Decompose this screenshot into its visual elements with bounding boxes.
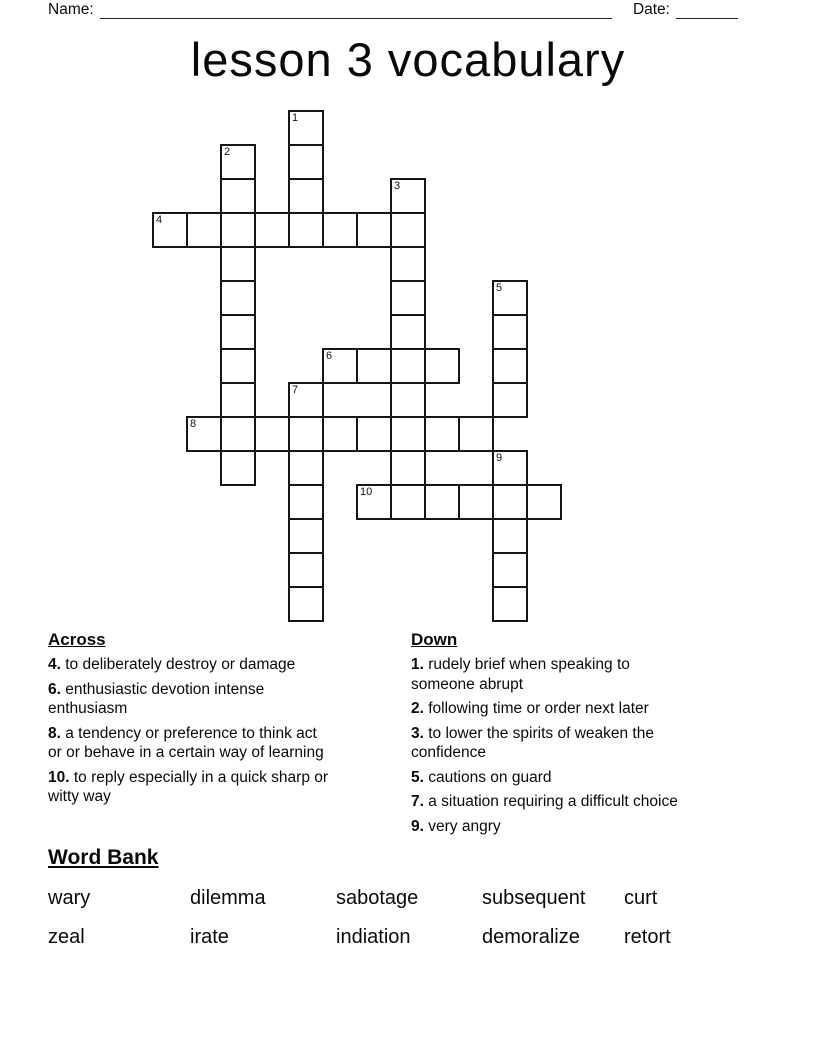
grid-cell bbox=[220, 314, 256, 350]
grid-cell bbox=[356, 484, 392, 520]
grid-cell-number: 9 bbox=[496, 452, 503, 464]
grid-cell bbox=[288, 450, 324, 486]
clue-item bbox=[411, 792, 691, 812]
clue-text: following time or order next later bbox=[423, 700, 649, 717]
grid-cell bbox=[458, 484, 494, 520]
grid-cell bbox=[322, 348, 358, 384]
clue-item bbox=[411, 655, 691, 694]
grid-cell bbox=[492, 280, 528, 316]
clue-number: 1. bbox=[411, 656, 424, 673]
grid-cell bbox=[288, 518, 324, 554]
clue-text: enthusiastic devotion intense enthusiasm bbox=[48, 680, 265, 717]
grid-cell-number: 8 bbox=[190, 418, 197, 430]
clue-text: to lower the spirits of weaken the confidence bbox=[411, 724, 654, 761]
clue-item bbox=[48, 680, 333, 719]
word-bank-word: indiation bbox=[336, 926, 411, 948]
clue-item bbox=[411, 724, 691, 763]
grid-cell bbox=[288, 382, 324, 418]
grid-cell bbox=[390, 484, 426, 520]
across-heading: Across bbox=[48, 630, 106, 649]
grid-cell bbox=[288, 212, 324, 248]
grid-cell-number: 7 bbox=[292, 384, 299, 396]
grid-cell bbox=[492, 518, 528, 554]
crossword-grid bbox=[152, 110, 564, 624]
grid-cell bbox=[390, 246, 426, 282]
grid-cell bbox=[288, 110, 324, 146]
clue-item bbox=[48, 768, 333, 807]
clue-number: 2. bbox=[411, 700, 424, 717]
clue-number: 9. bbox=[411, 817, 424, 835]
clue-number: 4. bbox=[48, 656, 61, 673]
clue-number: 8. bbox=[48, 724, 61, 742]
grid-cell-number: 4 bbox=[156, 214, 163, 226]
word-bank-section bbox=[48, 845, 768, 949]
across-clue-list bbox=[48, 655, 333, 807]
grid-cell bbox=[254, 212, 290, 248]
down-clue-list bbox=[411, 655, 691, 836]
grid-cell bbox=[458, 416, 494, 452]
word-bank-list bbox=[48, 886, 768, 949]
word-bank-word: sabotage bbox=[336, 887, 419, 909]
grid-cell bbox=[220, 144, 256, 180]
word-bank-heading: Word Bank bbox=[48, 846, 159, 869]
clue-number: 7. bbox=[411, 793, 424, 810]
grid-cell bbox=[424, 484, 460, 520]
grid-cell bbox=[492, 586, 528, 622]
grid-cell bbox=[322, 416, 358, 452]
grid-cell bbox=[390, 280, 426, 316]
word-bank-word: wary bbox=[48, 887, 91, 909]
clue-text: to deliberately destroy or damage bbox=[60, 656, 296, 673]
grid-cell-number: 10 bbox=[360, 486, 373, 498]
grid-cell bbox=[492, 450, 528, 486]
name-blank-line bbox=[100, 4, 612, 19]
word-bank-word: curt bbox=[624, 887, 658, 909]
grid-cell-number: 3 bbox=[394, 180, 401, 192]
clue-text: rudely brief when speaking to someone abrupt bbox=[411, 656, 630, 693]
clue-number: 10. bbox=[48, 768, 70, 786]
grid-cell bbox=[220, 348, 256, 384]
grid-cell bbox=[220, 246, 256, 282]
clue-text: very angry bbox=[423, 817, 501, 835]
clue-number: 3. bbox=[411, 724, 424, 742]
clue-text: a tendency or preference to think act or or behave in a certain way of learning bbox=[48, 724, 324, 761]
grid-cell bbox=[254, 416, 290, 452]
grid-cell bbox=[220, 280, 256, 316]
grid-cell-number: 6 bbox=[326, 350, 333, 362]
word-bank-word: dilemma bbox=[190, 887, 266, 909]
grid-cell bbox=[288, 178, 324, 214]
name-label: Name: bbox=[48, 1, 94, 18]
grid-cell bbox=[186, 416, 222, 452]
grid-cell-number: 2 bbox=[224, 146, 231, 158]
grid-cell bbox=[186, 212, 222, 248]
grid-cell bbox=[288, 144, 324, 180]
grid-cell bbox=[390, 382, 426, 418]
grid-cell bbox=[322, 212, 358, 248]
grid-cell bbox=[390, 416, 426, 452]
grid-cell bbox=[152, 212, 188, 248]
grid-cell bbox=[220, 212, 256, 248]
grid-cell bbox=[220, 416, 256, 452]
grid-cell bbox=[390, 314, 426, 350]
grid-cell bbox=[492, 314, 528, 350]
word-bank-word: irate bbox=[190, 926, 229, 948]
date-blank-line bbox=[676, 4, 738, 19]
grid-cell bbox=[356, 348, 392, 384]
grid-cell bbox=[492, 382, 528, 418]
word-bank-word: zeal bbox=[48, 926, 85, 948]
clue-item bbox=[48, 724, 333, 763]
clue-text: cautions on guard bbox=[423, 768, 552, 786]
clue-item bbox=[411, 699, 691, 719]
grid-cell bbox=[390, 212, 426, 248]
grid-cell bbox=[220, 178, 256, 214]
clue-item bbox=[411, 817, 691, 837]
down-heading: Down bbox=[411, 630, 458, 649]
grid-cell-number: 1 bbox=[292, 112, 299, 124]
grid-cell bbox=[390, 348, 426, 384]
down-clues-section bbox=[411, 629, 691, 836]
date-label: Date: bbox=[632, 1, 670, 18]
word-bank-word: demoralize bbox=[482, 926, 580, 948]
grid-cell bbox=[492, 484, 528, 520]
grid-cell-number: 5 bbox=[496, 282, 503, 294]
clue-number: 6. bbox=[48, 680, 61, 698]
name-date-row bbox=[48, 1, 738, 19]
grid-cell bbox=[288, 484, 324, 520]
grid-cell bbox=[220, 382, 256, 418]
clue-item bbox=[48, 655, 333, 675]
grid-cell bbox=[492, 552, 528, 588]
word-bank-word: retort bbox=[624, 926, 671, 948]
clue-item bbox=[411, 768, 691, 788]
grid-cell bbox=[390, 178, 426, 214]
grid-cell bbox=[356, 416, 392, 452]
word-bank-word: subsequent bbox=[482, 887, 586, 909]
clue-number: 5. bbox=[411, 768, 424, 786]
grid-cell bbox=[424, 348, 460, 384]
grid-cell bbox=[390, 450, 426, 486]
grid-cell bbox=[220, 450, 256, 486]
grid-cell bbox=[424, 416, 460, 452]
grid-cell bbox=[492, 348, 528, 384]
clue-text: a situation requiring a difficult choice bbox=[423, 793, 678, 810]
clue-text: to reply especially in a quick sharp or witty way bbox=[48, 768, 329, 805]
grid-cell bbox=[288, 416, 324, 452]
grid-cell bbox=[288, 552, 324, 588]
page-title: lesson 3 vocabulary bbox=[190, 33, 626, 86]
grid-cell bbox=[356, 212, 392, 248]
grid-cell bbox=[526, 484, 562, 520]
across-clues-section bbox=[48, 629, 333, 807]
grid-cell bbox=[288, 586, 324, 622]
